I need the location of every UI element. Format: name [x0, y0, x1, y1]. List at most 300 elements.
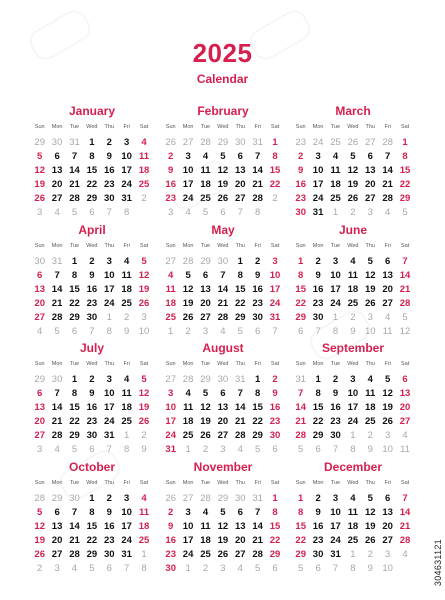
adjacent-month-day: 3: [202, 326, 209, 337]
adjacent-month-day: 3: [168, 207, 174, 218]
weekday-label: Sun: [165, 480, 176, 486]
day-cell: 4: [141, 493, 147, 504]
day-cell: 5: [220, 507, 226, 518]
day-cell: 31: [121, 549, 132, 560]
day-cell: 4: [332, 151, 339, 162]
day-cell: 24: [121, 179, 132, 190]
weekday-label: Sun: [295, 480, 306, 486]
adjacent-month-day: 7: [332, 444, 339, 455]
day-cell: 14: [382, 165, 393, 176]
day-cell: 19: [217, 535, 229, 546]
day-cell: 9: [315, 507, 321, 518]
adjacent-month-day: 3: [385, 430, 391, 441]
adjacent-month-day: 27: [364, 137, 376, 148]
day-cell: 6: [37, 388, 43, 399]
day-cell: 3: [332, 256, 339, 267]
weekday-label: Thu: [104, 480, 114, 486]
day-cell: 2: [315, 256, 321, 267]
day-grid: [162, 478, 284, 576]
day-cell: 22: [69, 298, 80, 309]
day-cell: 20: [34, 416, 45, 427]
day-cell: 31: [103, 430, 115, 441]
day-cell: 28: [51, 312, 63, 323]
day-cell: 20: [34, 298, 45, 309]
day-cell: 8: [272, 151, 278, 162]
adjacent-month-day: 8: [332, 326, 339, 337]
weekday-label: Mon: [51, 361, 63, 367]
day-cell: 3: [315, 151, 321, 162]
day-cell: 14: [252, 165, 263, 176]
day-cell: 21: [399, 284, 411, 295]
day-cell: 3: [350, 374, 356, 385]
day-cell: 7: [402, 493, 408, 504]
day-cell: 17: [165, 416, 176, 427]
day-cell: 6: [367, 151, 373, 162]
day-cell: 5: [37, 151, 43, 162]
day-cell: 18: [347, 521, 359, 532]
day-cell: 15: [295, 284, 306, 295]
day-cell: 4: [350, 493, 356, 504]
day-cell: 9: [332, 388, 339, 399]
weekday-label: Fri: [254, 361, 261, 367]
weekday-label: Fri: [123, 361, 130, 367]
adjacent-month-day: 10: [364, 326, 376, 337]
day-cell: 11: [330, 165, 341, 176]
day-cell: 13: [234, 521, 246, 532]
adjacent-month-day: 4: [402, 549, 408, 560]
day-cell: 23: [86, 416, 98, 427]
weekday-label: Wed: [347, 243, 359, 249]
adjacent-month-day: 31: [69, 137, 80, 148]
day-cell: 16: [103, 521, 115, 532]
day-cell: 9: [168, 165, 174, 176]
weekday-label: Sun: [165, 124, 176, 130]
day-cell: 27: [217, 430, 229, 441]
adjacent-month-day: 4: [237, 444, 243, 455]
day-cell: 30: [312, 549, 324, 560]
day-cell: 30: [86, 430, 98, 441]
day-cell: 11: [121, 388, 132, 399]
adjacent-month-day: 31: [234, 374, 246, 385]
month-name: December: [323, 460, 383, 474]
day-cell: 17: [330, 284, 341, 295]
day-cell: 30: [103, 193, 115, 204]
day-cell: 5: [220, 151, 226, 162]
adjacent-month-day: 4: [385, 207, 391, 218]
day-cell: 17: [347, 402, 359, 413]
day-cell: 11: [139, 151, 150, 162]
adjacent-month-day: 8: [106, 326, 112, 337]
day-cell: 21: [399, 521, 411, 532]
day-cell: 12: [364, 270, 376, 281]
weekday-label: Fri: [123, 480, 130, 486]
day-cell: 8: [255, 388, 261, 399]
day-cell: 13: [51, 165, 63, 176]
adjacent-month-day: 5: [298, 444, 304, 455]
day-cell: 18: [165, 298, 176, 309]
day-cell: 26: [382, 416, 393, 427]
day-cell: 12: [138, 388, 150, 399]
day-cell: 16: [165, 535, 176, 546]
day-cell: 15: [312, 402, 324, 413]
weekday-label: Mon: [182, 361, 194, 367]
day-cell: 1: [71, 256, 78, 267]
adjacent-month-day: 28: [382, 137, 393, 148]
adjacent-month-day: 29: [51, 493, 63, 504]
weekday-label: Tue: [69, 124, 80, 130]
adjacent-month-day: 3: [54, 563, 60, 574]
adjacent-month-day: 25: [330, 137, 341, 148]
adjacent-month-day: 7: [315, 326, 321, 337]
adjacent-month-day: 5: [298, 563, 304, 574]
adjacent-month-day: 26: [347, 137, 359, 148]
weekday-label: Sat: [270, 480, 280, 486]
day-cell: 4: [141, 137, 147, 148]
day-cell: 1: [255, 374, 261, 385]
adjacent-month-day: 6: [315, 563, 321, 574]
day-cell: 1: [71, 374, 78, 385]
weekday-label: Tue: [69, 243, 80, 249]
month-block: [162, 104, 284, 220]
day-cell: 12: [138, 270, 150, 281]
adjacent-month-day: 6: [106, 563, 112, 574]
day-cell: 24: [330, 298, 341, 309]
day-cell: 9: [106, 507, 112, 518]
day-cell: 20: [51, 535, 63, 546]
day-cell: 21: [51, 298, 63, 309]
month-block: [162, 460, 284, 576]
day-cell: 8: [315, 388, 321, 399]
adjacent-month-day: 6: [255, 326, 261, 337]
day-grid: [31, 359, 153, 457]
day-cell: 24: [103, 416, 115, 427]
day-cell: 11: [347, 507, 358, 518]
day-cell: 23: [312, 298, 324, 309]
weekday-label: Thu: [104, 361, 114, 367]
adjacent-month-day: 4: [37, 326, 43, 337]
day-cell: 7: [71, 151, 78, 162]
day-cell: 23: [330, 416, 341, 427]
day-cell: 10: [103, 388, 115, 399]
weekday-label: Wed: [86, 361, 98, 367]
day-cell: 15: [86, 165, 98, 176]
day-cell: 4: [168, 270, 174, 281]
weekday-label: Mon: [312, 480, 324, 486]
weekday-label: Mon: [312, 243, 324, 249]
day-cell: 23: [86, 298, 98, 309]
calendar-subtitle: Calendar: [196, 72, 249, 86]
adjacent-month-day: 29: [34, 137, 45, 148]
day-cell: 12: [217, 521, 229, 532]
weekday-label: Tue: [330, 361, 341, 367]
weekday-label: Fri: [123, 243, 130, 249]
day-cell: 28: [69, 549, 80, 560]
day-cell: 7: [255, 151, 261, 162]
day-cell: 20: [382, 284, 393, 295]
weekday-label: Sun: [295, 361, 306, 367]
weekday-label: Fri: [254, 124, 261, 130]
day-cell: 3: [185, 151, 191, 162]
month-block: [292, 223, 414, 339]
day-cell: 3: [272, 256, 278, 267]
weekday-label: Sat: [139, 124, 149, 130]
adjacent-month-day: 23: [295, 137, 306, 148]
adjacent-month-day: 31: [51, 256, 63, 267]
day-cell: 3: [124, 493, 130, 504]
weekday-label: Sun: [295, 243, 306, 249]
adjacent-month-day: 2: [202, 563, 209, 574]
day-cell: 24: [347, 416, 359, 427]
day-cell: 7: [385, 151, 391, 162]
day-cell: 10: [312, 165, 324, 176]
day-cell: 14: [51, 284, 63, 295]
day-cell: 24: [165, 430, 176, 441]
adjacent-month-day: 7: [124, 563, 130, 574]
day-cell: 29: [86, 549, 98, 560]
day-cell: 26: [217, 549, 229, 560]
day-cell: 2: [89, 256, 95, 267]
adjacent-month-day: 27: [165, 256, 176, 267]
day-cell: 29: [86, 193, 98, 204]
adjacent-month-day: 30: [217, 374, 229, 385]
day-cell: 30: [330, 430, 341, 441]
day-cell: 31: [312, 207, 324, 218]
day-cell: 27: [399, 416, 411, 427]
day-cell: 31: [165, 444, 176, 455]
day-cell: 25: [364, 416, 376, 427]
day-cell: 15: [399, 165, 411, 176]
adjacent-month-day: 4: [402, 430, 408, 441]
adjacent-month-day: 5: [255, 563, 261, 574]
adjacent-month-day: 7: [332, 563, 339, 574]
day-cell: 16: [312, 521, 324, 532]
month-block: [31, 223, 153, 339]
day-cell: 5: [367, 493, 373, 504]
adjacent-month-day: 29: [217, 137, 229, 148]
calendar-year-title: 2025: [192, 38, 253, 68]
weekday-label: Mon: [182, 480, 194, 486]
day-cell: 20: [200, 298, 211, 309]
day-cell: 16: [312, 284, 324, 295]
weekday-label: Fri: [384, 124, 391, 130]
day-cell: 17: [330, 521, 341, 532]
day-cell: 18: [138, 165, 150, 176]
month-name: June: [338, 223, 367, 237]
adjacent-month-day: 3: [220, 563, 226, 574]
adjacent-month-day: 4: [54, 207, 60, 218]
day-cell: 11: [347, 270, 358, 281]
day-cell: 29: [69, 430, 80, 441]
adjacent-month-day: 6: [71, 326, 78, 337]
month-block: [162, 341, 284, 457]
weekday-label: Tue: [69, 361, 80, 367]
day-cell: 24: [182, 549, 194, 560]
day-cell: 1: [315, 374, 321, 385]
weekday-label: Wed: [86, 124, 98, 130]
day-cell: 5: [37, 507, 43, 518]
day-cell: 10: [103, 270, 115, 281]
day-cell: 23: [103, 535, 115, 546]
day-cell: 17: [182, 179, 194, 190]
adjacent-month-day: 6: [315, 444, 321, 455]
day-cell: 19: [138, 402, 150, 413]
weekday-label: Thu: [365, 124, 375, 130]
adjacent-month-day: 30: [51, 374, 63, 385]
adjacent-month-day: 29: [200, 374, 211, 385]
weekday-label: Fri: [254, 243, 261, 249]
adjacent-month-day: 7: [106, 207, 112, 218]
weekday-label: Tue: [200, 361, 211, 367]
day-cell: 20: [399, 402, 411, 413]
adjacent-month-day: 6: [298, 326, 304, 337]
day-cell: 28: [252, 549, 263, 560]
adjacent-month-day: 10: [382, 444, 393, 455]
month-name: April: [78, 223, 106, 237]
day-cell: 7: [402, 256, 408, 267]
day-cell: 4: [185, 388, 191, 399]
weekday-label: Fri: [254, 480, 261, 486]
adjacent-month-day: 7: [237, 207, 243, 218]
adjacent-month-day: 30: [217, 256, 229, 267]
weekday-label: Thu: [365, 480, 375, 486]
day-cell: 16: [295, 179, 306, 190]
adjacent-month-day: 2: [350, 207, 356, 218]
adjacent-month-day: 8: [124, 207, 130, 218]
day-cell: 29: [252, 430, 263, 441]
day-grid: [292, 241, 414, 339]
day-cell: 23: [312, 535, 324, 546]
day-cell: 25: [121, 416, 132, 427]
day-cell: 5: [141, 256, 147, 267]
day-cell: 21: [69, 535, 80, 546]
adjacent-month-day: 30: [234, 493, 246, 504]
day-cell: 13: [200, 284, 211, 295]
adjacent-month-day: 9: [141, 444, 147, 455]
day-grid: [31, 241, 153, 339]
weekday-label: Wed: [347, 124, 359, 130]
day-grid: [292, 359, 414, 457]
day-cell: 2: [89, 374, 95, 385]
day-cell: 25: [121, 298, 132, 309]
adjacent-month-day: 1: [106, 312, 112, 323]
day-cell: 29: [399, 193, 411, 204]
adjacent-month-day: 1: [141, 549, 147, 560]
day-cell: 5: [367, 256, 373, 267]
day-cell: 27: [382, 298, 393, 309]
weekday-label: Wed: [217, 124, 229, 130]
month-name: July: [79, 341, 104, 355]
day-cell: 1: [89, 493, 95, 504]
adjacent-month-day: 9: [124, 326, 130, 337]
weekday-label: Sun: [34, 243, 45, 249]
day-cell: 24: [312, 193, 324, 204]
day-cell: 10: [121, 151, 132, 162]
weekday-label: Fri: [384, 361, 391, 367]
day-cell: 11: [183, 402, 194, 413]
day-cell: 30: [252, 312, 263, 323]
weekday-label: Fri: [384, 243, 391, 249]
day-cell: 14: [295, 402, 306, 413]
day-cell: 26: [34, 193, 45, 204]
day-cell: 13: [217, 402, 229, 413]
adjacent-month-day: 5: [255, 444, 261, 455]
month-block: [162, 223, 284, 339]
adjacent-month-day: 2: [124, 312, 130, 323]
day-cell: 26: [347, 193, 359, 204]
adjacent-month-day: 5: [237, 326, 243, 337]
adjacent-month-day: 9: [367, 444, 373, 455]
day-cell: 22: [295, 298, 306, 309]
day-cell: 26: [200, 430, 211, 441]
month-block: [292, 460, 414, 576]
adjacent-month-day: 30: [234, 137, 246, 148]
day-cell: 29: [312, 430, 324, 441]
day-cell: 25: [200, 193, 211, 204]
day-grid: [292, 478, 414, 576]
adjacent-month-day: 4: [185, 207, 191, 218]
day-cell: 12: [34, 165, 45, 176]
weekday-label: Thu: [235, 480, 245, 486]
day-cell: 27: [364, 193, 376, 204]
weekday-label: Sat: [400, 480, 410, 486]
day-cell: 13: [364, 165, 376, 176]
day-cell: 11: [200, 521, 211, 532]
adjacent-month-day: 5: [89, 563, 95, 574]
day-cell: 3: [168, 388, 174, 399]
day-cell: 10: [330, 507, 341, 518]
adjacent-month-day: 6: [272, 444, 278, 455]
adjacent-month-day: 28: [34, 493, 45, 504]
day-cell: 17: [312, 179, 324, 190]
adjacent-month-day: 27: [182, 493, 194, 504]
day-cell: 30: [103, 549, 115, 560]
day-cell: 22: [252, 416, 263, 427]
day-cell: 27: [200, 312, 211, 323]
day-cell: 11: [200, 165, 211, 176]
day-cell: 22: [399, 179, 411, 190]
weekday-label: Wed: [347, 361, 359, 367]
day-cell: 16: [165, 179, 176, 190]
day-cell: 21: [382, 179, 393, 190]
day-cell: 28: [399, 535, 411, 546]
day-cell: 17: [269, 284, 281, 295]
day-cell: 27: [51, 549, 63, 560]
day-cell: 18: [364, 402, 376, 413]
adjacent-month-day: 3: [37, 207, 43, 218]
day-cell: 1: [298, 256, 304, 267]
day-cell: 19: [364, 284, 376, 295]
day-cell: 11: [165, 284, 176, 295]
weekday-label: Wed: [86, 480, 98, 486]
adjacent-month-day: 11: [400, 444, 410, 455]
weekday-label: Mon: [312, 124, 324, 130]
month-block: [31, 104, 153, 220]
adjacent-month-day: 5: [54, 326, 60, 337]
day-cell: 10: [182, 165, 194, 176]
weekday-label: Wed: [347, 480, 359, 486]
day-cell: 6: [37, 270, 43, 281]
day-cell: 15: [69, 402, 80, 413]
day-cell: 1: [89, 137, 95, 148]
day-cell: 12: [382, 388, 393, 399]
day-cell: 23: [165, 549, 176, 560]
day-cell: 27: [34, 312, 45, 323]
adjacent-month-day: 8: [141, 563, 147, 574]
day-grid: [31, 478, 153, 576]
day-cell: 3: [185, 507, 191, 518]
day-cell: 6: [54, 507, 60, 518]
day-cell: 7: [298, 388, 304, 399]
